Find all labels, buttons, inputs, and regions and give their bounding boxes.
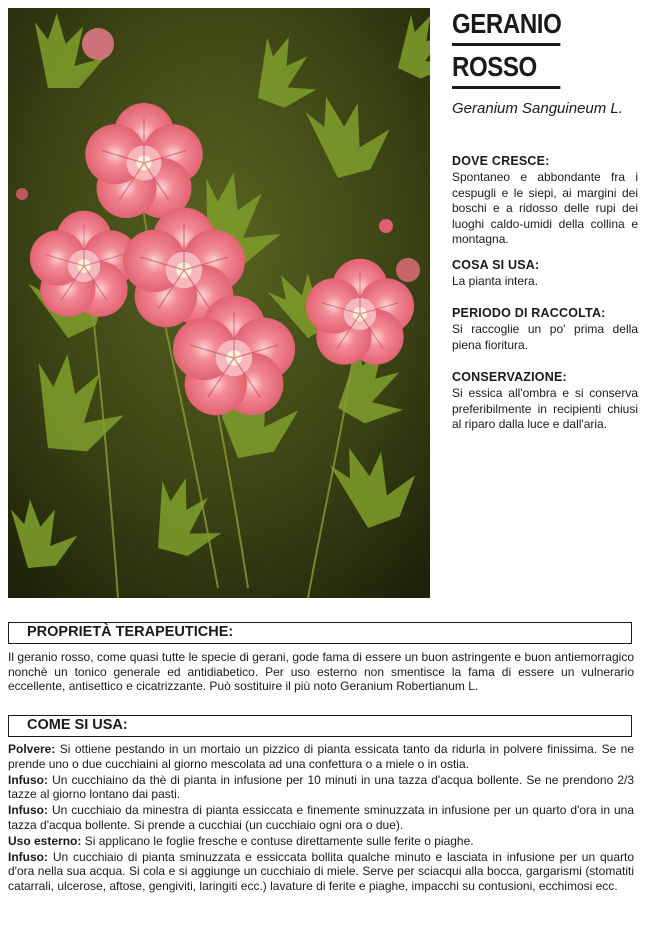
- section-text: Si essica all'ombra e si conserva preferibilmente in recipienti chiusi al riparo dalla luce e dall'aria.: [452, 386, 638, 431]
- geranium-illustration: [8, 8, 430, 598]
- title-rule: [452, 43, 560, 46]
- proprieta-heading: PROPRIETÀ TERAPEUTICHE:: [8, 622, 632, 644]
- latin-name: Geranium Sanguineum L.: [452, 100, 623, 117]
- section-conservazione: [452, 370, 638, 433]
- plant-title: [452, 6, 562, 92]
- section-cosa-si-usa: [452, 258, 638, 290]
- come-si-usa-list: [8, 742, 634, 895]
- usage-item-polvere: [8, 742, 634, 771]
- usage-label: Uso esterno:: [8, 833, 82, 848]
- usage-text: Un cucchiaio da minestra di pianta essiccata e finemente sminuzzata in infusione per un quarto d'ora in una tazza d'acqua bollente. Si prende a cucchiai (un cucchiaio ogni ora o due).: [8, 803, 634, 832]
- section-periodo-raccolta: [452, 306, 638, 353]
- section-text: Si raccoglie un po' prima della piena fioritura.: [452, 322, 638, 352]
- section-heading: PERIODO DI RACCOLTA:: [452, 306, 606, 320]
- usage-text: Un cucchiaino da thè di pianta in infusione per 10 minuti in una tazza d'acqua bollente. Se ne prendono 2/3 tazze al giorno lontano dai pasti.: [8, 772, 634, 801]
- geranium-photo: [8, 8, 430, 598]
- section-text: Spontaneo e abbondante fra i cespugli e le siepi, ai margini dei boschi e a ridosso delle rupi dei luoghi caldo-umidi della collina e montagna.: [452, 170, 638, 246]
- title-line-1: GERANIO: [452, 8, 562, 39]
- come-si-usa-heading: COME SI USA:: [8, 715, 632, 737]
- usage-item-infuso-2: [8, 803, 634, 832]
- section-dove-cresce: [452, 154, 638, 248]
- usage-label: Infuso:: [8, 772, 48, 787]
- section-heading: DOVE CRESCE:: [452, 154, 550, 168]
- usage-label: Infuso:: [8, 803, 48, 817]
- title-line-2: ROSSO: [452, 51, 537, 82]
- proprieta-paragraph: Il geranio rosso, come quasi tutte le specie di gerani, gode fama di essere un buon astringente e buon antiemorragico nonchè un tonico generale ed antidiabetico. Per uso esterno non smentisce la fama di essere un vulnerario eccellente, antisettico e cicatrizzante. Può sostituire il più noto Geranium Robertianum L.: [8, 650, 634, 693]
- section-text: La pianta intera.: [452, 274, 539, 288]
- usage-text: Un cucchiaio di pianta sminuzzata e essiccata bollita qualche minuto e lasciata in infusione per un quarto d'ora nella sua acqua. Si cola e si aggiunge un cucchiaio di miele. Serve per sciacqui alla bocca, gargarismi (stomatiti catarrali, ulcerose, aftose, gengiviti, laringiti ecc.) lavature di ferite e piaghe, impacchi su contusioni, ecchimosi ecc.: [8, 849, 634, 893]
- usage-item-uso-esterno: [8, 834, 634, 849]
- proprieta-text: [8, 650, 634, 695]
- title-rule: [452, 86, 560, 89]
- usage-item-infuso-3: [8, 850, 634, 894]
- usage-label: Polvere:: [8, 742, 56, 756]
- usage-text: Si applicano le foglie fresche e contuse direttamente sulle ferite o piaghe.: [81, 833, 474, 848]
- section-heading: CONSERVAZIONE:: [452, 370, 567, 384]
- usage-label: Infuso:: [8, 849, 48, 864]
- usage-item-infuso-1: [8, 773, 634, 802]
- usage-text: Si ottiene pestando in un mortaio un pizzico di pianta essicata tanto da ridurla in polvere finissima. Se ne prende uno o due cucchiaini al giorno mescolata ad una confettura o a miele o in ostia.: [8, 742, 634, 771]
- section-heading: COSA SI USA:: [452, 258, 540, 272]
